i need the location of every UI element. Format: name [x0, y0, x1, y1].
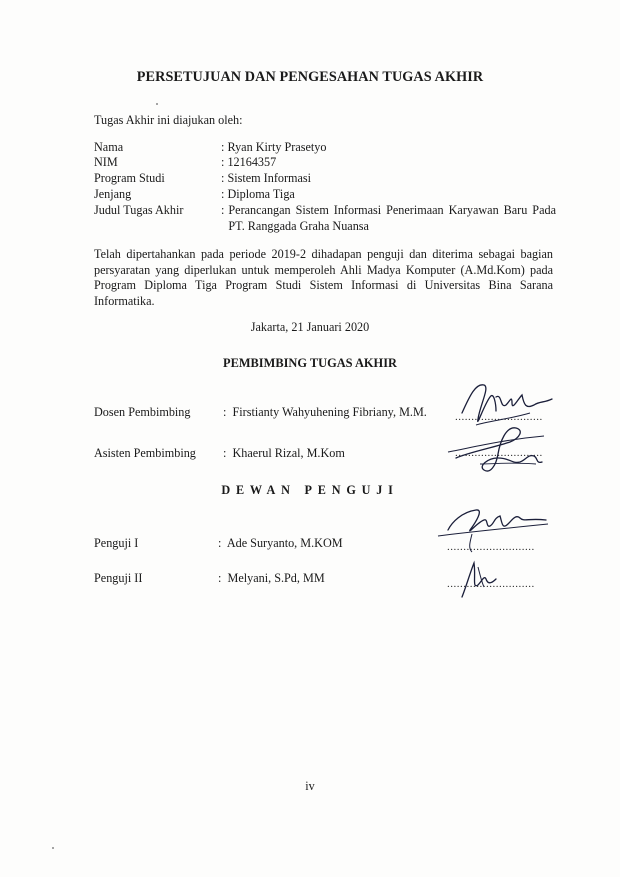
field-value-nama: [221, 140, 326, 155]
pembimbing-heading: PEMBIMBING TUGAS AKHIR: [223, 356, 397, 370]
page-number: iv: [305, 779, 315, 793]
field-label-nama: Nama: [94, 140, 124, 154]
field-value-nim: [221, 155, 276, 170]
approval-paragraph: Telah dipertahankan pada periode 2019-2 dihadapan penguji dan diterima sebagai bagian persyaratan yang diperlukan untuk memperoleh Ahli Madya Komputer (A.Md.Kom) pada Program Diploma Tiga Program Studi Sistem Informasi di Universitas Bina Sarana Informatika.: [94, 247, 553, 308]
field-label-judul: Judul Tugas Akhir: [94, 203, 184, 217]
separator: :: [223, 446, 227, 460]
dewan-heading: DEWAN PENGUJI: [221, 483, 399, 497]
separator: :: [218, 571, 222, 585]
field-value-nama-text: Ryan Kirty Prasetyo: [227, 140, 327, 154]
separator: :: [221, 171, 225, 185]
penguji-name-2: [218, 571, 325, 586]
field-value-jenjang: [221, 187, 295, 202]
scan-speck: [156, 103, 158, 105]
signature-line-penguji-2: ...........................: [447, 578, 535, 590]
intro-text: Tugas Akhir ini diajukan oleh:: [94, 113, 243, 127]
field-value-jenjang-text: Diploma Tiga: [227, 187, 295, 201]
pembimbing-role-dosen: Dosen Pembimbing: [94, 405, 191, 419]
signature-line-asisten: ...........................: [455, 447, 543, 459]
separator: :: [223, 405, 227, 419]
signature-asisten-pembimbing: [440, 418, 560, 478]
pembimbing-role-asisten: Asisten Pembimbing: [94, 446, 196, 460]
penguji-name-1-text: Ade Suryanto, M.KOM: [226, 536, 343, 550]
field-value-program-studi: [221, 171, 311, 186]
scan-speck: [52, 847, 54, 849]
signature-line-penguji-1: ...........................: [447, 541, 535, 553]
field-value-program-studi-text: Sistem Informasi: [227, 171, 312, 185]
separator: :: [221, 140, 225, 154]
pembimbing-name-dosen-text: Firstianty Wahyuhening Fibriany, M.M.: [232, 405, 427, 419]
field-value-judul-text: Perancangan Sistem Informasi Penerimaan Karyawan Baru Pada PT. Ranggada Graha Nuansa: [228, 203, 556, 233]
page-title: PERSETUJUAN DAN PENGESAHAN TUGAS AKHIR: [136, 69, 484, 85]
field-value-nim-text: 12164357: [227, 155, 277, 169]
pembimbing-name-dosen: [223, 405, 427, 420]
field-label-nim: NIM: [94, 155, 118, 169]
signature-line-dosen: ...........................: [455, 411, 543, 423]
penguji-name-1: [218, 536, 343, 551]
separator: :: [221, 203, 225, 217]
signature-penguji-1: [428, 500, 558, 556]
penguji-role-1: Penguji I: [94, 536, 139, 550]
separator: :: [221, 155, 225, 169]
field-label-program-studi: Program Studi: [94, 171, 165, 185]
separator: :: [221, 187, 225, 201]
signature-penguji-2: [448, 553, 518, 603]
pembimbing-name-asisten: [223, 446, 345, 461]
penguji-name-2-text: Melyani, S.Pd, MM: [227, 571, 325, 585]
place-date: Jakarta, 21 Januari 2020: [250, 320, 370, 334]
pembimbing-name-asisten-text: Khaerul Rizal, M.Kom: [232, 446, 345, 460]
penguji-role-2: Penguji II: [94, 571, 143, 585]
field-label-jenjang: Jenjang: [94, 187, 132, 201]
field-value-judul: [221, 203, 556, 234]
separator: :: [218, 536, 222, 550]
